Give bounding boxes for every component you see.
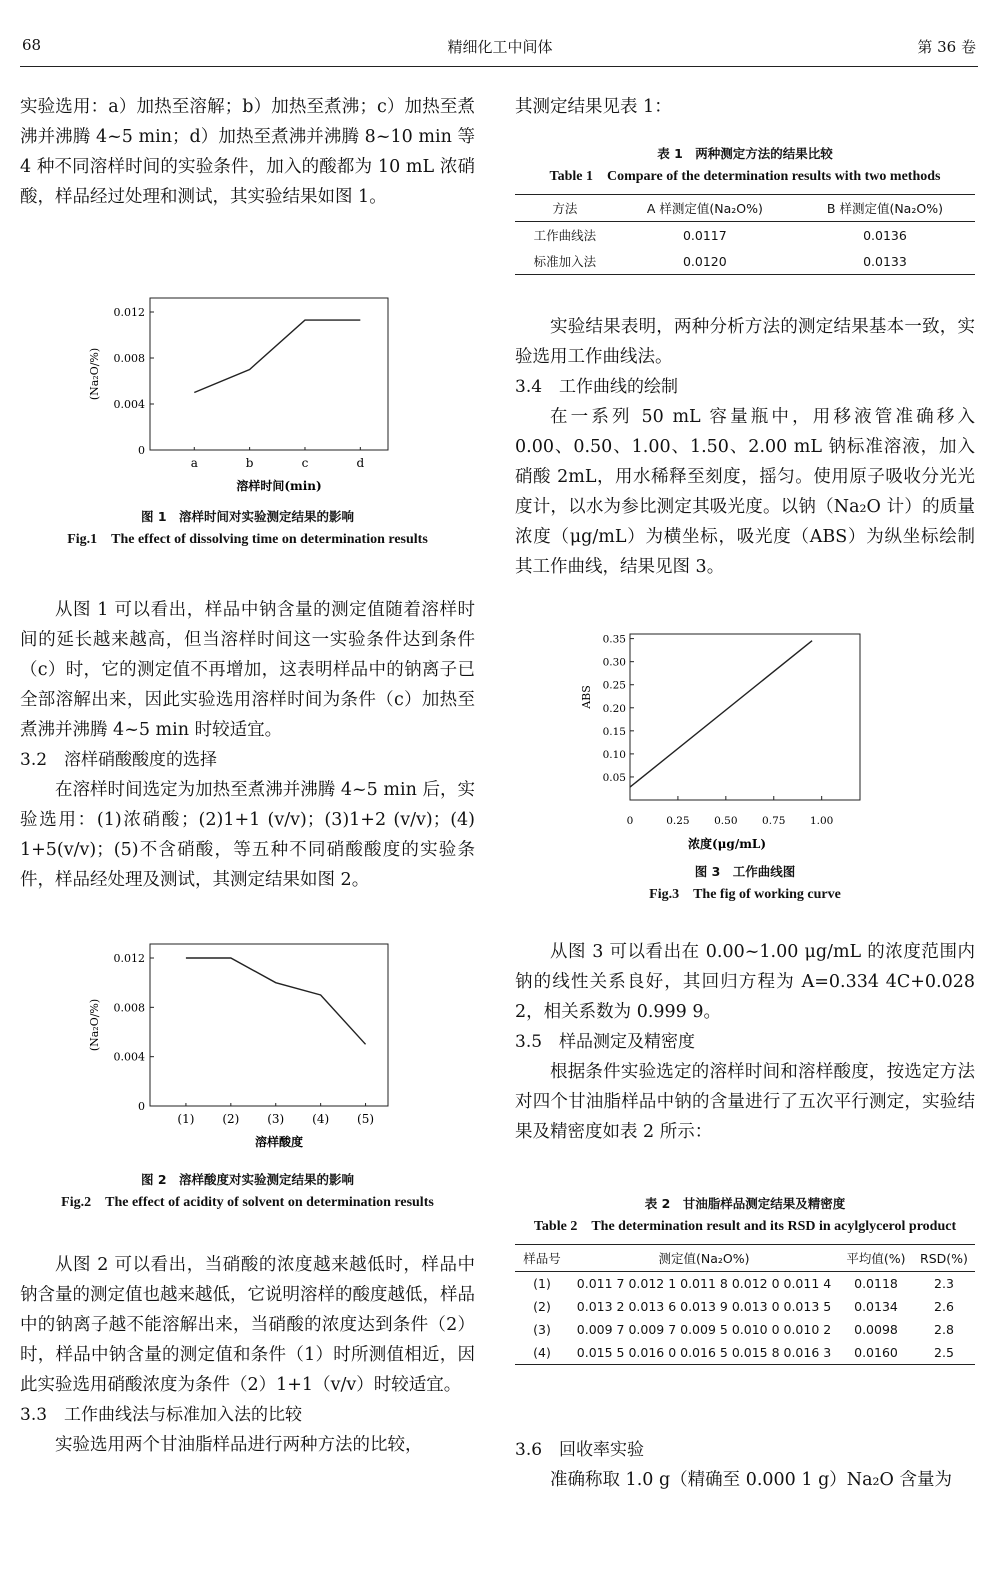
volume-label: 第 36 卷 — [917, 38, 976, 56]
y-axis-label: ABS — [580, 685, 593, 709]
table-1 — [515, 194, 975, 275]
y-tick-label: 0.10 — [602, 748, 626, 761]
paragraph: 准确称取 1.0 g（精确至 0.000 1 g）Na₂O 含量为 — [550, 1470, 952, 1490]
table-header-cell: RSD(%) — [913, 1245, 975, 1272]
table-row — [515, 1295, 975, 1318]
table-header-row — [515, 195, 975, 222]
figure-1-chart — [70, 292, 410, 500]
section-heading-3-4: 3.4 工作曲线的绘制 — [515, 377, 679, 397]
paragraph: 从图 2 可以看出，当硝酸的浓度越来越低时，样品中钠含量的测定值也越来越低，它说明溶样的酸度越低，样品中的钠离子越不能溶解出来，当硝酸的浓度达到条件（2）时，样品中钠含量的测定值和条件（1）时所测值相近，因此实验选用硝酸浓度为条件（2）1+1（v/v）时较适宜。 — [20, 1255, 475, 1395]
table-header-cell: A 样测定值(Na₂O%) — [615, 195, 795, 222]
x-tick-label: 0.25 — [666, 815, 690, 827]
paragraph: 在一系列 50 mL 容量瓶中，用移液管准确移入 0.00、0.50、1.00、1.50、2.00 mL 钠标准溶液，加入硝酸 2mL，用水稀释至刻度，摇匀。使用原子吸收分光光度计，以水为参比测定其吸光度。以钠（Na₂O 计）的质量浓度（μg/mL）为横坐标，吸光度（ABS）为纵坐标绘制其工作曲线，结果见图 3。 — [515, 407, 975, 577]
table-header-cell: 测定值(Na₂O%) — [569, 1245, 839, 1272]
table-header-cell: 方法 — [515, 195, 615, 222]
y-tick-label: 0.012 — [113, 306, 145, 319]
table-cell: 0.015 5 0.016 0 0.016 5 0.015 8 0.016 3 — [569, 1341, 839, 1365]
y-tick-label: 0.008 — [113, 352, 145, 365]
y-tick-label: 0.30 — [602, 656, 626, 669]
table-cell: 0.013 2 0.013 6 0.013 9 0.013 0 0.013 5 — [576, 1299, 832, 1314]
x-axis-label: 溶样时间(min) — [236, 479, 322, 493]
table-header-cell: 平均值(%) — [839, 1245, 913, 1272]
table-cell: 2.8 — [934, 1322, 954, 1337]
table-cell: 0.0120 — [615, 248, 795, 275]
section-heading-3-2: 3.2 溶样硝酸酸度的选择 — [20, 750, 218, 770]
table-cell: (1) — [533, 1276, 551, 1291]
y-tick-label: 0.008 — [113, 1001, 145, 1015]
section-heading-3-6: 3.6 回收率实验 — [515, 1440, 645, 1460]
table-cell: 0.009 7 0.009 7 0.009 5 0.010 0 0.010 2 — [576, 1322, 832, 1337]
table-cell: 0.0118 — [854, 1276, 898, 1291]
table-header-cell: 样品号 — [515, 1245, 569, 1272]
x-tick-label: 0.50 — [714, 815, 738, 827]
table-cell: 0.0134 — [854, 1299, 898, 1314]
y-tick-label: 0.20 — [602, 702, 626, 715]
y-tick-label: 0 — [138, 1100, 145, 1113]
figure-3-caption-cn: 图 3 工作曲线图 — [694, 864, 796, 879]
table-2-caption-cn: 表 2 甘油脂样品测定结果及精密度 — [644, 1196, 846, 1211]
figure-2-caption-en: Fig.2 The effect of acidity of solvent on determination results — [61, 1195, 434, 1210]
table-row — [515, 222, 975, 249]
section-heading-3-3: 3.3 工作曲线法与标准加入法的比较 — [20, 1405, 303, 1425]
x-tick-label: (1) — [177, 1112, 195, 1126]
x-tick-label: c — [301, 456, 309, 470]
table-cell: (3) — [533, 1322, 551, 1337]
table-cell: 标准加入法 — [515, 248, 615, 275]
y-tick-label: 0.004 — [113, 398, 145, 411]
paragraph: 实验结果表明，两种分析方法的测定结果基本一致，实验选用工作曲线法。 — [515, 317, 975, 367]
x-tick-label: b — [245, 456, 254, 470]
x-tick-label: (4) — [312, 1112, 330, 1126]
figure-3-chart — [570, 628, 870, 856]
plot-frame — [150, 298, 388, 450]
table-cell: 0.0098 — [854, 1322, 898, 1337]
page-number: 68 — [22, 36, 42, 54]
y-axis-label: (Na₂O/%) — [88, 998, 101, 1052]
figure-3-caption-en: Fig.3 The fig of working curve — [649, 887, 841, 902]
figure-1-caption-cn: 图 1 溶样时间对实验测定结果的影响 — [140, 509, 355, 524]
table-cell: 0.0160 — [839, 1341, 913, 1365]
table-row — [515, 1318, 975, 1341]
y-tick-label: 0.012 — [113, 952, 145, 965]
table-2 — [515, 1244, 975, 1365]
data-series-line — [194, 320, 360, 392]
data-series-line — [186, 958, 366, 1044]
paragraph: 实验选用：a）加热至溶解；b）加热至煮沸；c）加热至煮沸并沸腾 4~5 min；d）加热至煮沸并沸腾 8~10 min 等 4 种不同溶样时间的实验条件，加入的酸都为 10 mL 浓硝酸，样品经过处理和测试，其实验结果如图 1。 — [20, 97, 475, 207]
left-column — [20, 92, 475, 212]
plot-frame — [630, 634, 860, 800]
x-tick-label: 0 — [626, 815, 634, 827]
table-cell: 2.6 — [934, 1299, 954, 1314]
y-tick-label: 0.05 — [602, 771, 626, 784]
table-cell: (4) — [515, 1341, 569, 1365]
table-cell: 2.5 — [913, 1341, 975, 1365]
paragraph: 从图 1 可以看出，样品中钠含量的测定值随着溶样时间的延长越来越高，但当溶样时间这一实验条件达到条件（c）时，它的测定值不再增加，这表明样品中的钠离子已全部溶解出来，因此实验选用溶样时间为条件（c）加热至煮沸并沸腾 4~5 min 时较适宜。 — [20, 600, 475, 740]
table-cell: 2.3 — [934, 1276, 954, 1291]
table-cell: 0.011 7 0.012 1 0.011 8 0.012 0 0.011 4 — [576, 1276, 832, 1291]
paragraph: 其测定结果见表 1： — [515, 97, 672, 117]
y-tick-label: 0.15 — [602, 725, 626, 738]
table-1-caption-en: Table 1 Compare of the determination results with two methods — [549, 169, 941, 184]
paragraph: 从图 3 可以看出在 0.00~1.00 μg/mL 的浓度范围内钠的线性关系良好，其回归方程为 A=0.334 4C+0.028 2，相关系数为 0.999 9。 — [515, 942, 975, 1022]
figure-2-chart — [70, 938, 410, 1158]
regression-line — [630, 641, 812, 787]
y-tick-label: 0 — [138, 444, 145, 457]
table-cell: 0.0133 — [795, 248, 975, 275]
figure-2-caption-cn: 图 2 溶样酸度对实验测定结果的影响 — [140, 1172, 355, 1187]
paragraph: 根据条件实验选定的溶样时间和溶样酸度，按选定方法对四个甘油脂样品中钠的含量进行了五次平行测定，实验结果及精密度如表 2 所示： — [515, 1062, 975, 1142]
table-2-caption-en: Table 2 The determination result and its RSD in acylglycerol product — [533, 1219, 957, 1234]
table-header-row — [515, 1245, 975, 1272]
table-cell: (2) — [533, 1299, 551, 1314]
plot-frame — [150, 944, 388, 1106]
section-heading-3-5: 3.5 样品测定及精密度 — [515, 1032, 696, 1052]
table-row — [515, 1272, 975, 1296]
x-tick-label: (5) — [357, 1112, 375, 1126]
x-tick-label: (3) — [267, 1112, 285, 1126]
x-axis-label: 溶样酸度 — [254, 1135, 304, 1149]
table-1-caption-cn: 表 1 两种测定方法的结果比较 — [657, 146, 833, 161]
x-tick-label: (2) — [222, 1112, 240, 1126]
y-tick-label: 0.25 — [602, 679, 626, 692]
x-tick-label: 0.75 — [762, 815, 786, 827]
table-cell: 工作曲线法 — [533, 228, 597, 243]
header-rule — [20, 66, 978, 67]
y-tick-label: 0.35 — [602, 633, 626, 646]
table-cell: 0.0117 — [682, 227, 727, 243]
figure-1-caption-en: Fig.1 The effect of dissolving time on determination results — [67, 532, 428, 547]
journal-title: 精细化工中间体 — [447, 38, 553, 56]
table-header-cell: B 样测定值(Na₂O%) — [795, 195, 975, 222]
x-tick-label: d — [356, 456, 365, 470]
table-row — [515, 1341, 975, 1365]
x-axis-label: 浓度(μg/mL) — [687, 837, 767, 851]
y-tick-label: 0.004 — [113, 1050, 145, 1064]
table-cell: 0.0136 — [863, 227, 907, 243]
paragraph: 在溶样时间选定为加热至煮沸并沸腾 4~5 min 后，实验选用：(1)浓硝酸；(2)1+1 (v/v)；(3)1+2 (v/v)；(4) 1+5(v/v)；(5)不含硝酸，等五种不同硝酸酸度的实验条件，样品经处理及测试，其测定结果如图 2。 — [20, 780, 475, 890]
x-tick-label: 1.00 — [809, 815, 834, 827]
paragraph: 实验选用两个甘油脂样品进行两种方法的比较， — [55, 1435, 423, 1455]
x-tick-label: a — [190, 456, 198, 470]
y-axis-label: (Na₂O/%) — [88, 347, 101, 401]
table-row — [515, 248, 975, 275]
